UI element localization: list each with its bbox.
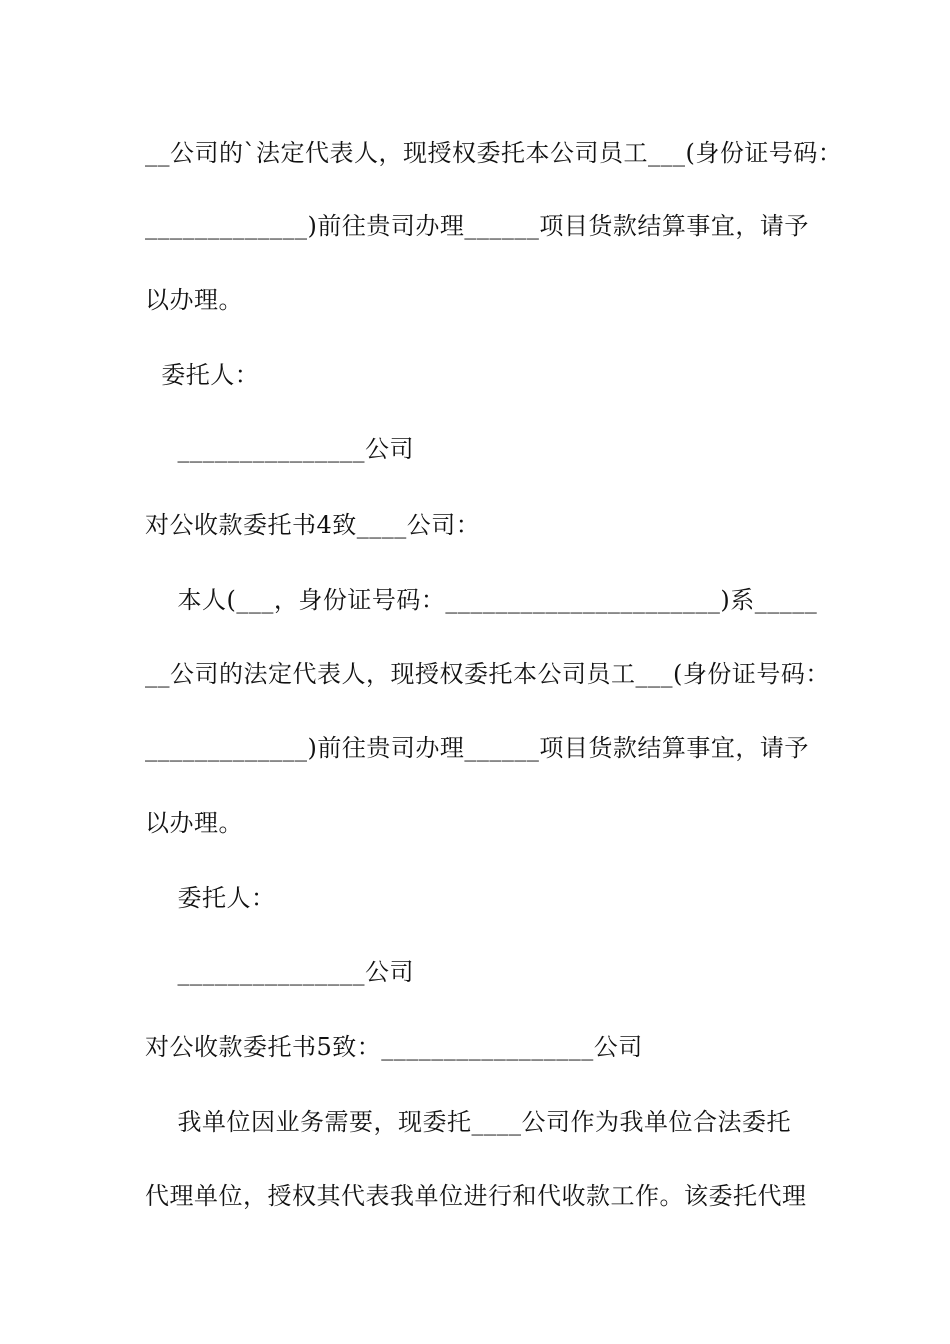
paragraph-line: _____________)前往贵司办理______项目货款结算事宜，请予 [145, 734, 809, 762]
paragraph-line: __公司的法定代表人，现授权委托本公司员工___(身份证号码： [145, 660, 830, 688]
signatory-label: 委托人： [145, 884, 276, 912]
paragraph-line: _____________)前往贵司办理______项目货款结算事宜，请予 [145, 212, 809, 240]
signatory-label: 委托人： [145, 361, 260, 389]
company-blank-line: _______________公司 [145, 958, 415, 986]
paragraph-line: 本人(___，身份证号码：______________________)系_____ [145, 586, 818, 614]
paragraph-line: 代理单位，授权其代表我单位进行和代收款工作。该委托代理 [145, 1182, 807, 1210]
paragraph-line: 我单位因业务需要，现委托____公司作为我单位合法委托 [145, 1108, 792, 1136]
company-blank-line: _______________公司 [145, 435, 415, 463]
section-heading: 对公收款委托书5致：_________________公司 [145, 1033, 643, 1061]
paragraph-line: __公司的`法定代表人，现授权委托本公司员工___(身份证号码： [145, 139, 843, 167]
section-heading: 对公收款委托书4致____公司： [145, 511, 481, 539]
paragraph-line: 以办理。 [145, 809, 243, 837]
paragraph-line: 以办理。 [145, 286, 243, 314]
